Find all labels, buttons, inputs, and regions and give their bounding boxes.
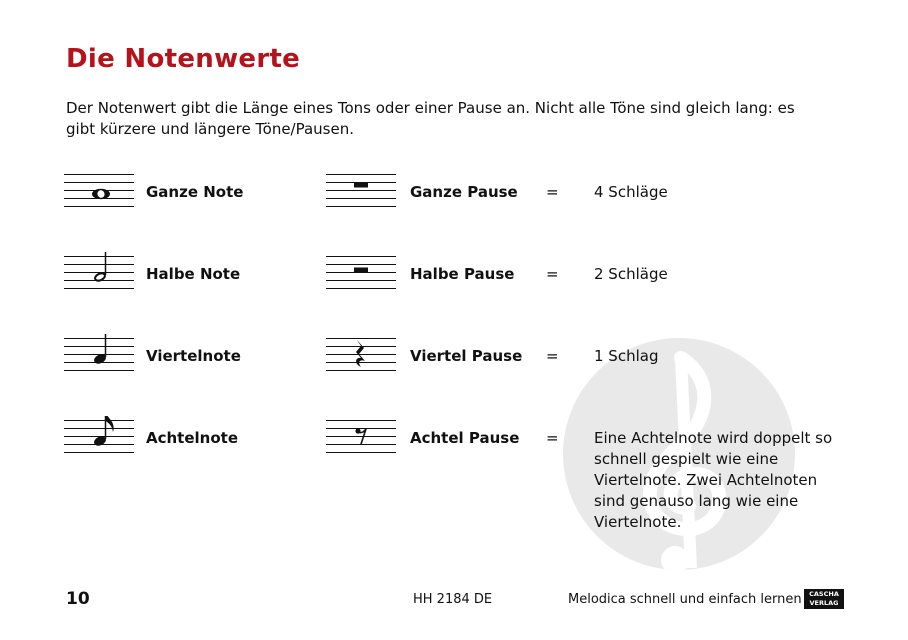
page-number: 10 xyxy=(66,589,90,609)
half-note-icon xyxy=(64,252,134,292)
equals-sign: = xyxy=(546,183,559,201)
eighth-note-icon xyxy=(64,416,134,456)
note-label: Halbe Note xyxy=(146,265,241,283)
whole-rest-icon xyxy=(326,170,396,210)
logo-line-2: VERLAG xyxy=(809,599,839,607)
duration-value: 1 Schlag xyxy=(594,347,659,365)
whole-note-icon xyxy=(64,170,134,210)
equals-sign: = xyxy=(546,429,559,447)
note-label: Viertelnote xyxy=(146,347,241,365)
duration-value: Eine Achtelnote wird doppelt so schnell gespielt wie eine Viertelnote. Zwei Achtelnoten sind genauso lang wie eine Viertelnote. xyxy=(594,429,833,531)
logo-line-1: CASCHA xyxy=(809,590,839,598)
page-title: Die Notenwerte xyxy=(66,44,301,74)
note-label: Achtelnote xyxy=(146,429,238,447)
rest-label: Ganze Pause xyxy=(410,183,518,201)
rest-label: Achtel Pause xyxy=(410,429,520,447)
rest-label: Viertel Pause xyxy=(410,347,523,365)
half-rest-icon xyxy=(326,252,396,292)
note-label: Ganze Note xyxy=(146,183,244,201)
publisher-logo xyxy=(804,589,844,609)
quarter-rest-icon xyxy=(326,334,396,374)
book-title: Melodica schnell und einfach lernen xyxy=(568,592,802,607)
equals-sign: = xyxy=(546,347,559,365)
edition-code: HH 2184 DE xyxy=(413,592,493,607)
intro-text: Der Notenwert gibt die Länge eines Tons oder einer Pause an. Nicht alle Töne sind gleich lang: es gibt kürzere und längere Töne/Pausen. xyxy=(66,99,795,138)
duration-value: 4 Schläge xyxy=(594,183,668,201)
equals-sign: = xyxy=(546,265,559,283)
duration-value: 2 Schläge xyxy=(594,265,668,283)
quarter-note-icon xyxy=(64,334,134,374)
eighth-rest-icon xyxy=(326,416,396,456)
rest-label: Halbe Pause xyxy=(410,265,515,283)
